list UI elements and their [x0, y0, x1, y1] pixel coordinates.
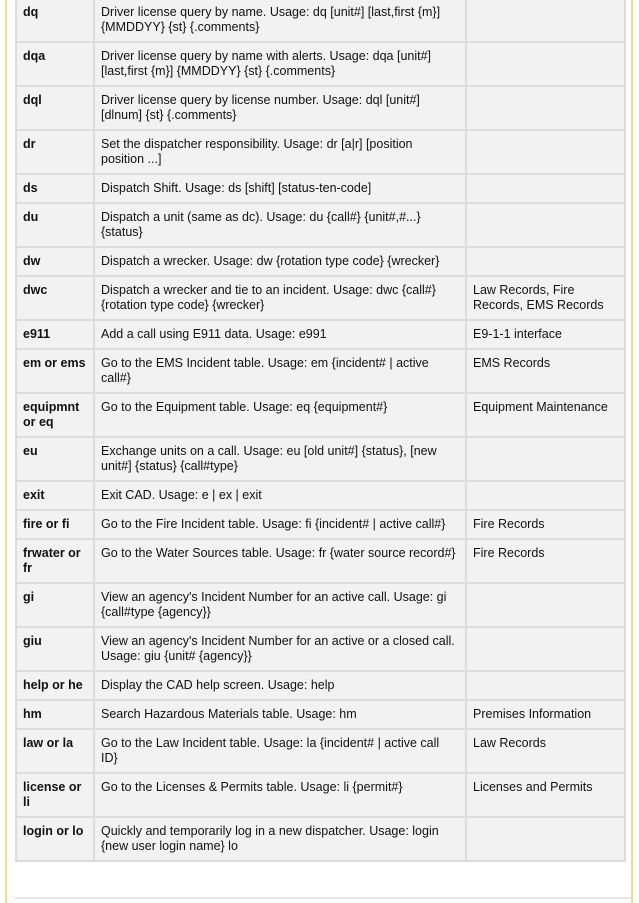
command-cell: giu [15, 628, 95, 672]
description-cell: Go to the Licenses & Permits table. Usage: li {permit#} [95, 774, 467, 818]
command-cell: help or he [15, 672, 95, 701]
related-module-cell [467, 87, 626, 131]
related-module-cell: Premises Information [467, 701, 626, 730]
description-cell: Dispatch Shift. Usage: ds [shift] [status-ten-code] [95, 175, 467, 204]
table-row [15, 818, 626, 862]
command-cell: dr [15, 131, 95, 175]
command-cell: e911 [15, 321, 95, 350]
table-row [15, 321, 626, 350]
table-row [15, 701, 626, 730]
table-row [15, 628, 626, 672]
related-module-cell [467, 175, 626, 204]
command-cell: login or lo [15, 818, 95, 862]
bottom-divider [15, 897, 631, 899]
description-cell: Display the CAD help screen. Usage: help [95, 672, 467, 701]
table-row [15, 672, 626, 701]
command-cell: exit [15, 482, 95, 511]
table-row [15, 774, 626, 818]
description-cell: Go to the EMS Incident table. Usage: em {incident# | active call#} [95, 350, 467, 394]
description-cell: Driver license query by name. Usage: dq [unit#] [last,first {m}] {MMDDYY} {st} {.comments} [95, 0, 467, 43]
table-row [15, 584, 626, 628]
command-cell: ds [15, 175, 95, 204]
related-module-cell [467, 204, 626, 248]
command-cell: law or la [15, 730, 95, 774]
table-row [15, 248, 626, 277]
command-table [15, 0, 626, 862]
related-module-cell [467, 0, 626, 43]
table-row [15, 277, 626, 321]
command-cell: dwc [15, 277, 95, 321]
command-cell: fire or fi [15, 511, 95, 540]
description-cell: Driver license query by license number. Usage: dql [unit#] [dlnum] {st} {.comments} [95, 87, 467, 131]
description-cell: Search Hazardous Materials table. Usage: hm [95, 701, 467, 730]
description-cell: Go to the Water Sources table. Usage: fr {water source record#} [95, 540, 467, 584]
description-cell: View an agency's Incident Number for an active call. Usage: gi {call#type {agency}} [95, 584, 467, 628]
related-module-cell [467, 628, 626, 672]
related-module-cell [467, 43, 626, 87]
table-row [15, 394, 626, 438]
command-cell: frwater or fr [15, 540, 95, 584]
description-cell: Add a call using E911 data. Usage: e991 [95, 321, 467, 350]
description-cell: Driver license query by name with alerts. Usage: dqa [unit#] [last,first {m}] {MMDDYY} {st} {.comments} [95, 43, 467, 87]
related-module-cell [467, 482, 626, 511]
description-cell: Quickly and temporarily log in a new dispatcher. Usage: login {new user login name} lo [95, 818, 467, 862]
description-cell: Exchange units on a call. Usage: eu [old unit#] {status}, [new unit#] {status} {call#type} [95, 438, 467, 482]
command-cell: eu [15, 438, 95, 482]
related-module-cell: Fire Records [467, 540, 626, 584]
related-module-cell: EMS Records [467, 350, 626, 394]
table-row [15, 87, 626, 131]
command-cell: dqa [15, 43, 95, 87]
related-module-cell [467, 131, 626, 175]
table-row [15, 175, 626, 204]
description-cell: Set the dispatcher responsibility. Usage: dr [a|r] [position position ...] [95, 131, 467, 175]
table-row [15, 131, 626, 175]
table-row [15, 482, 626, 511]
table-row [15, 43, 626, 87]
command-cell: du [15, 204, 95, 248]
table-row [15, 350, 626, 394]
related-module-cell: E9-1-1 interface [467, 321, 626, 350]
table-row [15, 438, 626, 482]
description-cell: Dispatch a wrecker. Usage: dw {rotation type code} {wrecker} [95, 248, 467, 277]
command-cell: equipmnt or eq [15, 394, 95, 438]
description-cell: Go to the Law Incident table. Usage: la {incident# | active call ID} [95, 730, 467, 774]
description-cell: View an agency's Incident Number for an active or a closed call. Usage: giu {unit# {agency}} [95, 628, 467, 672]
table-row [15, 204, 626, 248]
related-module-cell: Fire Records [467, 511, 626, 540]
table-row [15, 0, 626, 43]
table-row [15, 730, 626, 774]
related-module-cell: Law Records [467, 730, 626, 774]
description-cell: Go to the Fire Incident table. Usage: fi {incident# | active call#} [95, 511, 467, 540]
description-cell: Exit CAD. Usage: e | ex | exit [95, 482, 467, 511]
related-module-cell: Equipment Maintenance [467, 394, 626, 438]
table-row [15, 511, 626, 540]
related-module-cell [467, 818, 626, 862]
command-cell: dql [15, 87, 95, 131]
related-module-cell [467, 584, 626, 628]
table-row [15, 540, 626, 584]
related-module-cell: Law Records, Fire Records, EMS Records [467, 277, 626, 321]
description-cell: Go to the Equipment table. Usage: eq {equipment#} [95, 394, 467, 438]
related-module-cell [467, 672, 626, 701]
command-cell: hm [15, 701, 95, 730]
related-module-cell [467, 438, 626, 482]
description-cell: Dispatch a wrecker and tie to an incident. Usage: dwc {call#} {rotation type code} {wrecker} [95, 277, 467, 321]
related-module-cell [467, 248, 626, 277]
command-cell: dq [15, 0, 95, 43]
related-module-cell: Licenses and Permits [467, 774, 626, 818]
command-cell: em or ems [15, 350, 95, 394]
command-cell: dw [15, 248, 95, 277]
command-cell: license or li [15, 774, 95, 818]
command-table-body [15, 0, 626, 862]
description-cell: Dispatch a unit (same as dc). Usage: du {call#} {unit#,#...} {status} [95, 204, 467, 248]
command-cell: gi [15, 584, 95, 628]
